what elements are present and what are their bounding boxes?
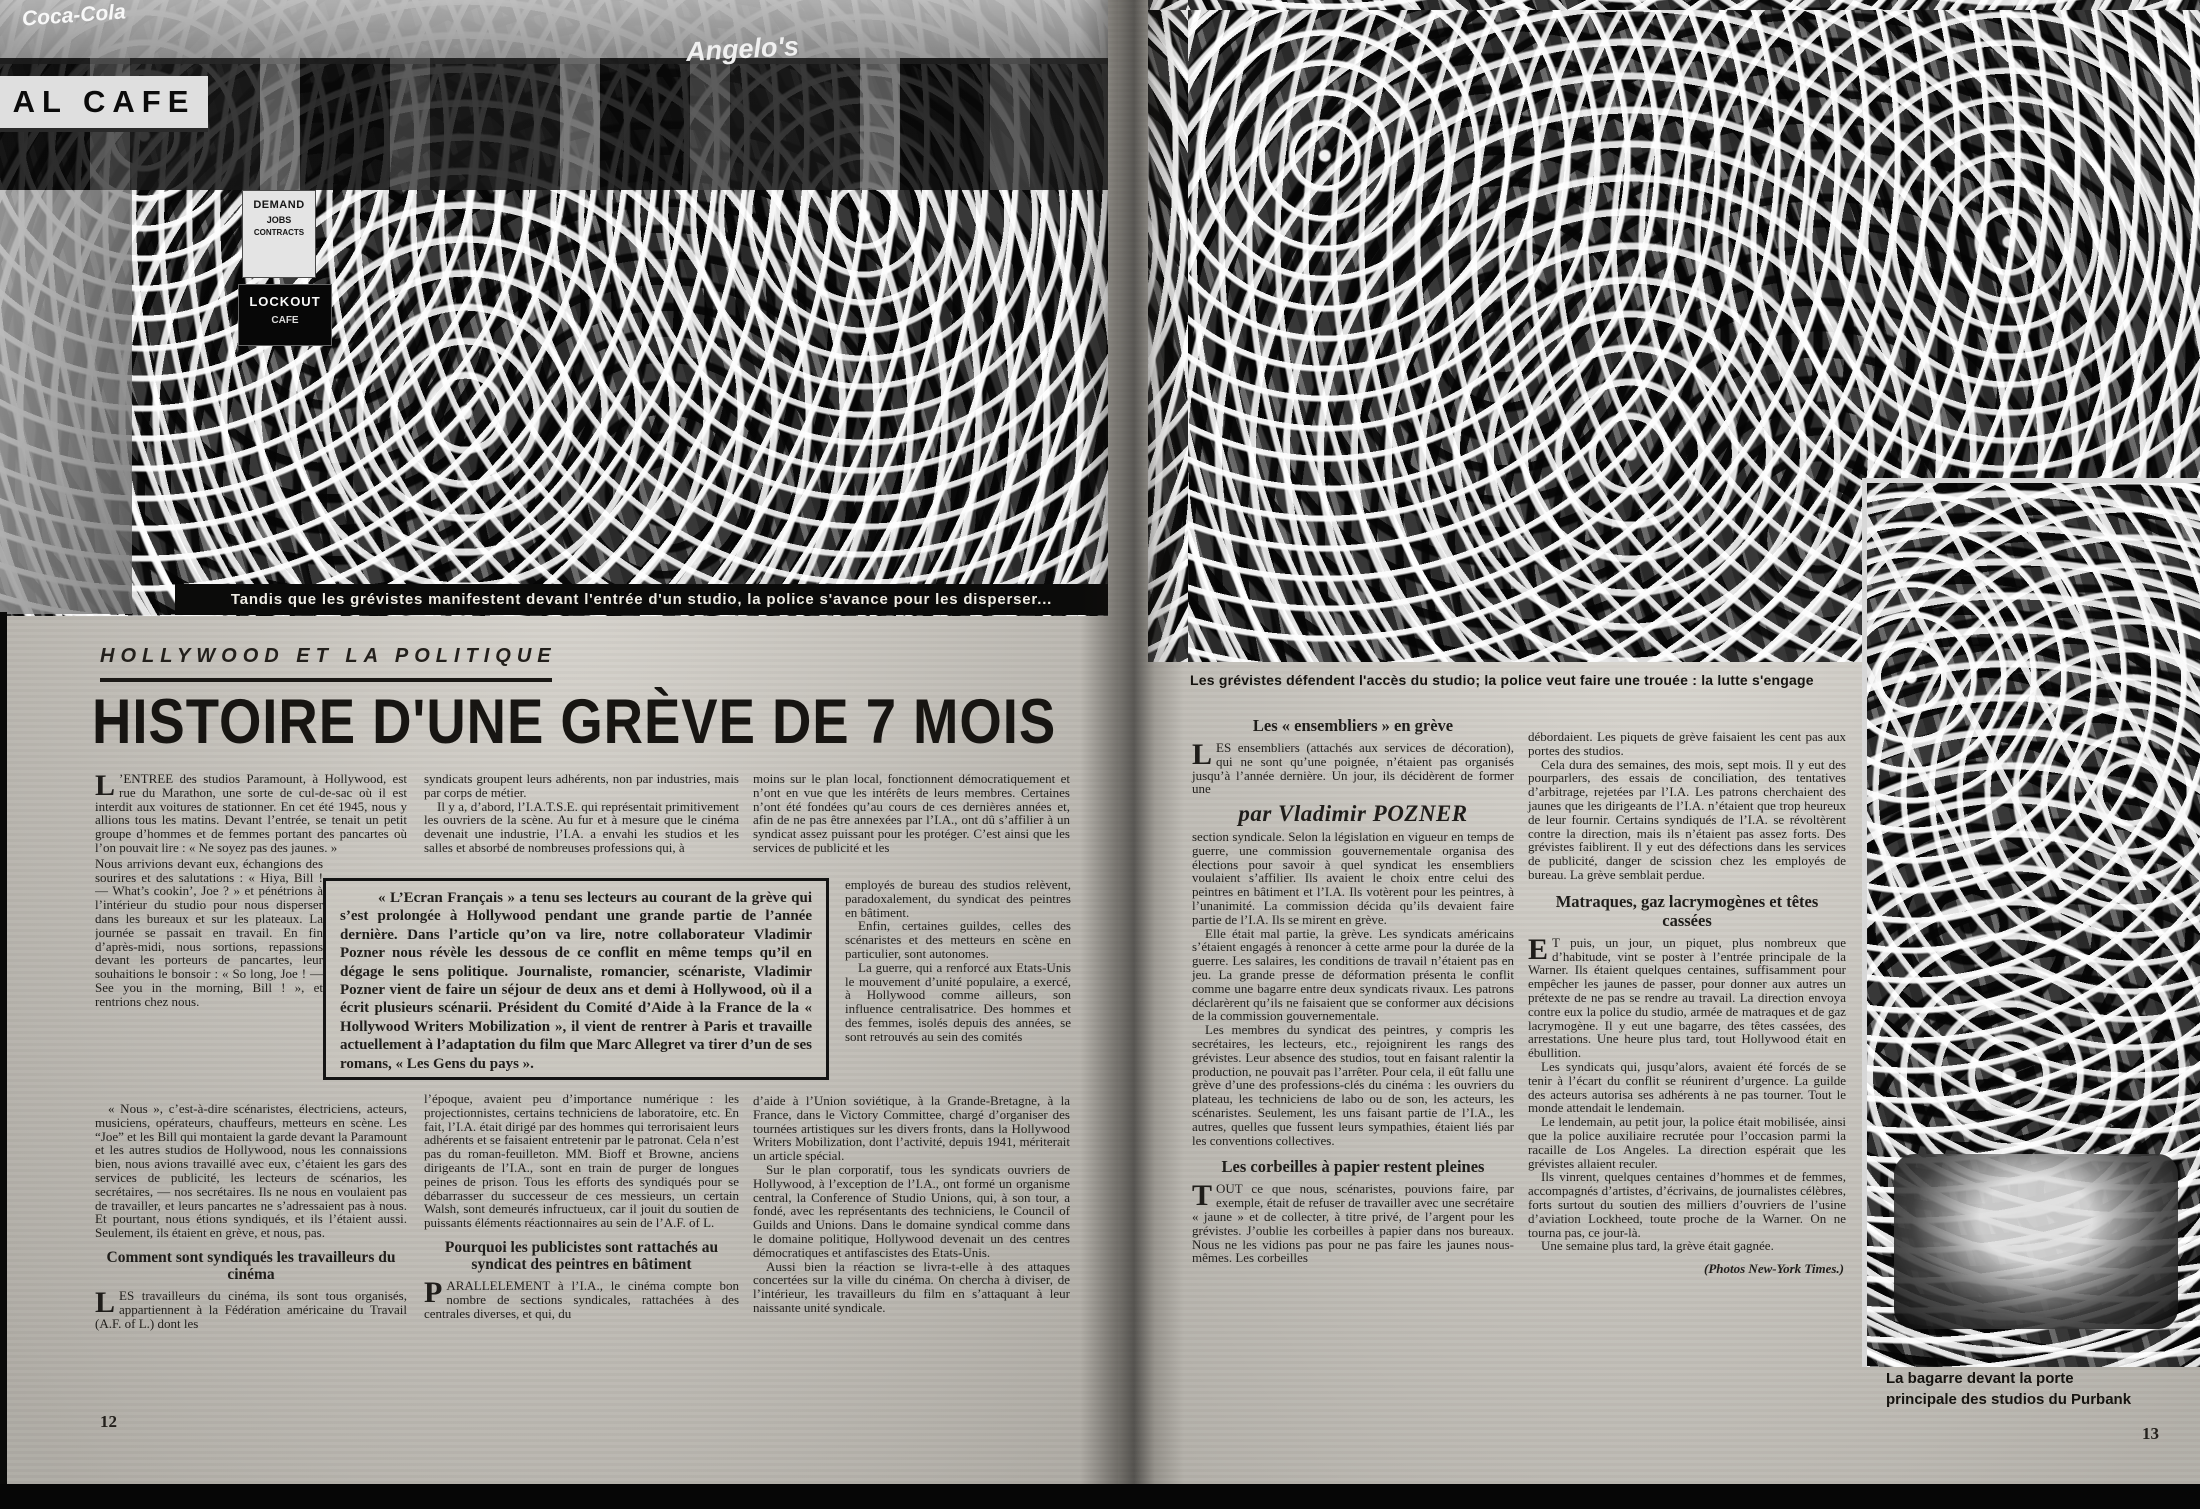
left-column-1-bottom [95, 1102, 407, 1330]
subhead-publicistes: Pourquoi les publicistes sont rattachés au syndicat des peintres en bâtiment [444, 1238, 719, 1274]
page-number-left: 12 [100, 1412, 117, 1431]
fence-railings [1867, 483, 2200, 890]
coca-cola-sign: Coca-Cola [21, 0, 127, 31]
studio-gate-photo [1862, 478, 2200, 1367]
body-text: Une semaine plus tard, la grève était gagnée. [1541, 1238, 1774, 1254]
subhead-ensembliers: Les « ensembliers » en grève [1252, 716, 1454, 735]
editor-note-box [323, 878, 829, 1080]
angelos-sign: Angelo's [685, 31, 800, 67]
body-text: Le lendemain, au petit jour, la police était mobilisée, ainsi que la police auxiliaire recrutée pour l’occasion parmi la racaille de Los Angeles. La direction espérait que les grévistes allaient reculer. [1528, 1114, 1846, 1171]
strike-street-photo [0, 0, 1108, 616]
subhead-matraques: Matraques, gaz lacrymogènes et têtes cassées [1555, 891, 1819, 930]
photo-sky-band [0, 0, 1108, 64]
drop-cap: T [1192, 1179, 1213, 1213]
picket-sign-line: CAFE [271, 315, 299, 326]
body-text: ES travailleurs du cinéma, ils sont tous organisés, appartiennent à la Fédération américaine du Travail (A.F. of L.) dont les [95, 1287, 407, 1331]
picket-sign-lockout [238, 284, 332, 346]
body-text: Ils vinrent, quelques centaines d’hommes et de femmes, accompagnés d’artistes, d’écrivains, de journalistes célèbres, forts surtout du soutien des milliers d’ouvriers de l’usine d’aviation Lockheed, toute proche de la Warner. On ne tourna pas, ce jour-là. [1528, 1169, 1846, 1240]
body-text: Les syndicats qui, jusqu’alors, avaient été forcés de se tenir à l’écart du conflit se réunirent d’urgence. La guilde des acteurs autorisa ses adhérents à ne pas tourner. Tout le monde attendait le lendemain. [1528, 1058, 1846, 1116]
body-text: employés de bureau des studios relèvent, paradoxalement, du syndicat des peintres en bâtiment. [845, 878, 1071, 920]
body-text: OUT ce que nous, scénaristes, pouvions faire, par exemple, était de refuser de travailler avec une secrétaire « jaune » et de collecter, à titre privé, de l’argent pour les grévistes. J’oublie les corbeilles à papier dans nos bureaux. Nous ne les vidions pas pour ne pas faire les jaunes nous-mêmes. Les corbeilles [1192, 1181, 1514, 1266]
body-text: Les membres du syndicat des peintres, y compris les secrétaires, les lecteurs, etc., rejoignirent les rangs des grévistes. Leur absence des studios, tout en faisant ralentir la production, ne pouvait pas l’arrêter. Pour cela, il eût fallu une grève d’une des professions-clés du cinéma : les ouvriers du plateau, les techniciens de labo ou de son, les acteurs, les scénaristes. Seulement, les uns faisant partie de l’I.A., les autres, quelles que fussent leurs sympathies, étaient liés par les conventions collectives. [1192, 1022, 1514, 1148]
editor-note-text: « L’Ecran Français » a tenu ses lecteurs au courant de la grève qui s’est prolongée à Hollywood pendant une grande partie de l’année dernière. Dans l’article qu’on va lire, notre collaborateur Vladimir Pozner nous révèle les dessous de ce conflit en même temps qu’il en dégage le sens politique. Journaliste, romancier, scénariste, Vladimir Pozner vient de faire un séjour de deux ans et demi à Hollywood, où il a écrit plusieurs scénarii. Président du Comité d’Aide à la France de la « Hollywood Writers Mobilization », il vient de rentrer à Paris et travaille actuellement à l’adaptation du film que Marc Allegret va tirer d’un de ses romans, « Les Gens du pays ». [340, 890, 812, 1072]
drop-cap: P [424, 1275, 443, 1309]
author-byline: par Vladimir POZNER [1238, 801, 1468, 827]
car-and-figure [1894, 1154, 2178, 1329]
left-column-3-top [753, 772, 1070, 876]
drop-cap: L [95, 1285, 116, 1319]
body-text: ES ensembliers (attachés aux services de décoration), qui ne sont qu’une poignée, n’étaient pas organisés jusqu’à l’année dernière. Un jour, ils décidèrent de former une [1192, 740, 1514, 797]
page-edge-shadow [0, 612, 7, 1484]
body-text: syndicats groupent leurs adhérents, non par industries, mais par corps de métier. [424, 772, 739, 800]
body-text: T puis, un jour, un piquet, plus nombreux que d’habitude, vint se poster à l’entrée principale de la Warner. Ils étaient quelques centaines, suffisamment pour empêcher les jaunes de passer, pour donner aux autres un prétexte de ne pas se rendre au travail. La direction envoya contre eux la police du studio, armée de matraques et de gaz lacrymogène. Il y eut une bagarre, des têtes cassées, des arrestations. Une heure plus tard, tout Hollywood était en ébullition. [1528, 934, 1846, 1061]
picket-sign-demand [242, 190, 316, 278]
article-headline: HISTOIRE D'UNE GRÈVE DE 7 MOIS [92, 687, 1057, 758]
section-kicker: HOLLYWOOD ET LA POLITIQUE [100, 645, 557, 667]
body-text: ’ENTREE des studios Paramount, à Hollywood, est rue du Marathon, une sorte de cul-de-sac où il est interdit aux voitures de stationner. En cet été 1945, nous y allions tous les matins. Devant l’entrée, se tenait un petit groupe d’hommes et de femmes portant des pancartes où l’on pouvait lire : « Ne soyez pas des jaunes. » [95, 772, 407, 855]
left-column-3-wrap [845, 878, 1071, 1090]
left-column-2-bottom [424, 1092, 739, 1320]
right-column-1 [1192, 706, 1514, 1265]
body-text: débordaient. Les piquets de grève faisaient les cent pas aux portes des studios. [1528, 729, 1846, 758]
subhead-corbeilles: Les corbeilles à papier restent pleines [1221, 1157, 1485, 1177]
body-text: moins sur le plan local, fonctionnent démocratiquement et n’ont en vue que les intérêts de leurs membres. Certaines n’ont été fondées qu’au cours de ces dernières années et, afin de ne pas être annexées par l’I.A., ont dû s’affilier à un syndicat assez puissant pour les protéger. C’est ainsi que les services de publicité et les [753, 772, 1070, 855]
photo-credit: (Photos New-York Times.) [1704, 1261, 1844, 1277]
picket-sign-line: DEMAND [253, 199, 305, 211]
body-text: section syndicale. Selon la législation en vigueur en temps de guerre, une commission gouvernementale organisa des élections pour savoir à quel syndicat les ensembliers voulaient s’affilier. Ils avaient le choix entre celui des peintres en bâtiment et l’I.A. Ils votèrent pour les peintres, à l’unanimité. La commission décida qu’ils devaient faire partie de l’I.A. Ils se mirent en grève. [1192, 828, 1514, 927]
right-photo-caption: Les grévistes défendent l'accès du studio; la police veut faire une trouée : la lutte s'engage [1190, 672, 1814, 688]
body-text: Il y a, d’abord, l’I.A.T.S.E. qui représentait primitivement les ouvriers de la scène. Au fur et à mesure que le cinéma devenait une industrie, l’I.A. a envahi les studios et les salles et absorbé de nombreuses professions qui, à [424, 798, 739, 855]
right-column-2 [1528, 730, 1846, 1276]
drop-cap: L [1192, 738, 1213, 771]
body-text: ARALLELEMENT à l’I.A., le cinéma compte bon nombre de sections syndicales, rattachées à des centrales diverses, et qui, du [424, 1277, 739, 1321]
body-text: Elle était mal partie, la grève. Les syndicats américains s’étaient engagés à renoncer à cette arme pour la durée de la guerre. Les salaires, les conditions de travail n’étaient pas en jeu. La grande presse de déformation présenta le conflit comme une bagarre entre deux syndicats rivaux. Les patrons déclarèrent qu’ils ne faisaient que se conformer aux décisions de la commission gouvernementale. [1192, 925, 1514, 1024]
body-text: l’époque, avaient peu d’importance numérique : les projectionnistes, certains techniciens de laboratoire, etc. En fait, l’I.A. était dirigé par des hommes qui terrorisaient leurs adhérents et se faisaient entretenir par le patronat. Cela n’est pas du roman-feuilleton. MM. Bioff et Browne, anciens dirigeants de l’I.A., sont en train de purger de longues peines de prison. Tous les efforts des syndiqués pour se débarrasser du successeur de ces messieurs, un certain Walsh, sont demeurés infructueux, car il jouit du soutien de puissants éléments réactionnaires au sein de l’A.F. of L. [424, 1091, 739, 1231]
side-photo-caption: La bagarre devant la porte principale des studios du Purbank [1886, 1370, 2132, 1408]
left-column-3-bottom [753, 1094, 1070, 1315]
body-text: La guerre, qui a renforcé aux Etats-Unis le mouvement d’unité populaire, a exercé, à Hollywood comme ailleurs, son influence centralisatrice. Des hommes et des femmes, isolés depuis des années, se sont retrouvés au sein des comités [845, 959, 1071, 1044]
body-text: Sur le plan corporatif, tous les syndicats ouvriers de Hollywood, à l’exception de l’I.A., ont formé un organisme central, la Conference of Studio Unions, qui, à son tour, a fondé, avec les représentants des techniciens, le Council of Guilds and Unions. Dans le domaine syndical comme dans le domaine politique, Hollywood devenait un des centres démocratiques et antifascistes des Etats-Unis. [753, 1161, 1070, 1260]
drop-cap: E [1528, 932, 1549, 966]
kicker-rule [100, 678, 552, 682]
body-text: Nous arrivions devant eux, échangions des sourires et des salutations : « Hiya, Bill ! — What’s cookin’, Joe ? » et pénétrions à l’intérieur du studio pour nous disperser dans les bureaux et sur les plateaux. La journée se passait en travail. En fin d’après-midi, nous sortions, repassions devant les porteurs de pancartes, leur souhaitions le bonsoir : « So long, Joe ! — See you in the morning, Bill ! », et rentrions chez nous. [95, 855, 323, 1009]
photo-street-area [0, 190, 132, 614]
subhead-syndicats: Comment sont syndiqués les travailleurs du cinéma [106, 1248, 396, 1284]
left-column-2-top [424, 772, 739, 876]
picket-sign-line: JOBS [266, 215, 292, 225]
cafe-sign: AL CAFE [0, 76, 208, 132]
drop-cap: L [95, 772, 116, 802]
picket-sign-line: LOCKOUT [249, 294, 321, 309]
body-text: Cela dura des semaines, des mois, sept mois. Il y eut des pourparlers, des essais de conciliation, des tentatives d’arbitrage, rejetées par l’I.A. Les patrons cherchaient des jaunes que les dirigeants de l’I.A. n’étaient que trop heureux de leur fournir. Certains syndiqués de l’I.A. se révoltèrent contre la direction, mais ils n’étaient pas assez forts. Des grévistes faiblirent. Il y eut des défections dans les services de publicité, danger de scission chez les employés de bureau. La grève semblait perdue. [1528, 756, 1846, 882]
picket-sign-line: CONTRACTS [253, 228, 305, 237]
body-text: « Nous », c’est-à-dire scénaristes, électriciens, acteurs, musiciens, opérateurs, chauffeurs, metteurs en scène. Les “Joe” et les Bill qui montaient la garde devant la Paramount et les autres studios de Hollywood, nous les connaissions bien, nous avions travaillé avec eux, c’étaient les gars des services de publicité, les lecteurs de scénarios, les secrétaires, — nos secrétaires. Ils ne nous en voulaient pas de travailler, et leurs pancartes ne s’adressaient pas à nous. Et pourtant, nous étions syndiqués, et ils l’étaient aussi. Seulement, ils étaient en grève, et nous, pas. [95, 1101, 407, 1241]
left-photo-caption: Tandis que les grévistes manifestent devant l'entrée d'un studio, la police s'avance pour les disperser... [175, 584, 1108, 615]
body-text: Aussi bien la réaction se livra-t-elle à des attaques concertées sur la ville du cinéma. On chercha à diviser, de l’intérieur, les travailleurs du film en s’attaquant à leur naissante unité syndicale. [753, 1258, 1070, 1315]
page-number-right: 13 [2142, 1424, 2159, 1443]
body-text: Enfin, certaines guildes, celles des scénaristes et des metteurs en scène en particulier, sont autonomes. [845, 918, 1071, 961]
body-text: d’aide à l’Union soviétique, à la Grande-Bretagne, à la France, dans le Victory Committee, chargé d’organiser des tournées artistiques sur les divers fronts, dans la Hollywood Writers Mobilization, dont l’activité, depuis 1941, mériterait un article spécial. [753, 1093, 1070, 1164]
